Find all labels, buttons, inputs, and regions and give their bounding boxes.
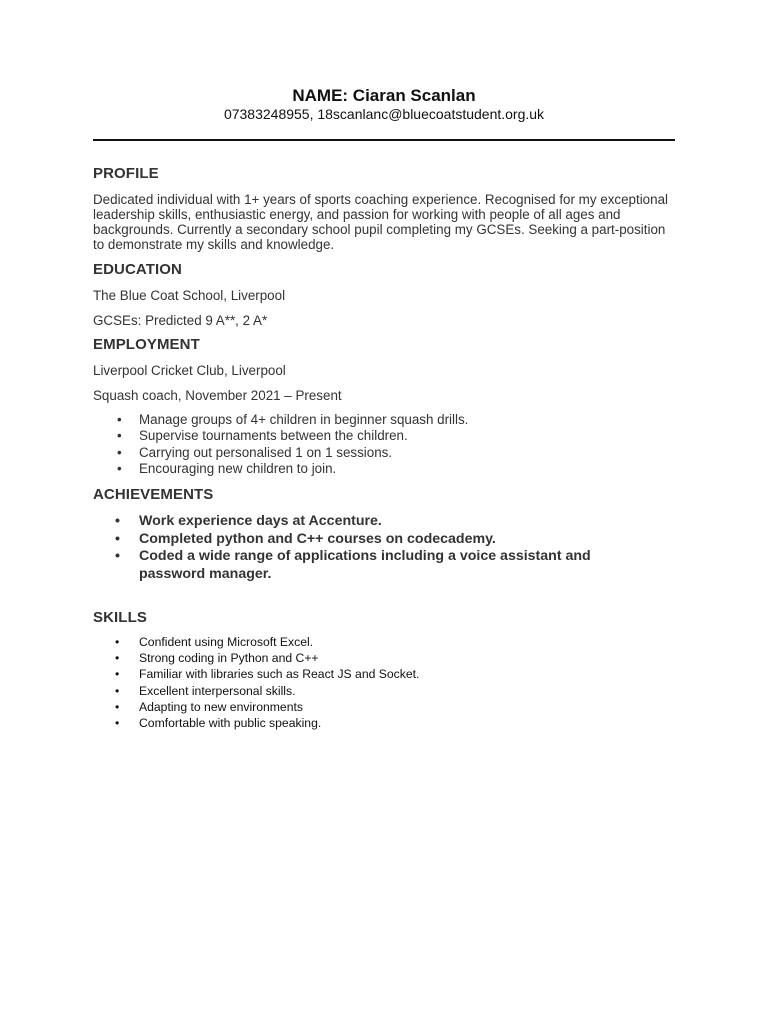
education-school: The Blue Coat School, Liverpool — [93, 288, 286, 303]
education-grades: GCSEs: Predicted 9 A**, 2 A* — [93, 313, 268, 328]
list-item: • Strong coding in Python and C++ — [115, 651, 319, 666]
skills-list — [93, 634, 419, 731]
list-item: • Work experience days at Accenture. — [115, 513, 382, 529]
bullet-icon: • — [115, 513, 120, 529]
list-item: • Familiar with libraries such as React JS and Socket. — [115, 667, 420, 682]
bullet-icon: • — [115, 699, 120, 714]
employment-duties-list — [93, 412, 468, 477]
employment-heading: EMPLOYMENT — [93, 336, 200, 353]
bullet-icon: • — [115, 651, 120, 666]
list-item: • Adapting to new environments — [115, 699, 303, 714]
bullet-icon: • — [115, 683, 120, 698]
bullet-icon: • — [115, 548, 120, 564]
list-item: • Coded a wide range of applications including a voice assistant and password manager. — [115, 548, 591, 582]
bullet-icon: • — [117, 428, 122, 444]
bullet-icon: • — [115, 635, 120, 649]
education-heading: EDUCATION — [93, 261, 182, 278]
list-item: • Confident using Microsoft Excel. — [115, 635, 314, 649]
employment-role: Squash coach, November 2021 – Present — [93, 388, 342, 403]
list-item: • Encouraging new children to join. — [117, 460, 337, 476]
header-divider — [93, 139, 675, 141]
skills-heading: SKILLS — [93, 609, 147, 626]
bullet-icon: • — [115, 530, 120, 547]
bullet-icon: • — [115, 667, 120, 682]
achievements-list — [93, 513, 659, 583]
list-item: • Completed python and C++ courses on codecademy. — [115, 530, 496, 547]
list-item: • Supervise tournaments between the children. — [117, 428, 408, 444]
achievements-heading: ACHIEVEMENTS — [93, 486, 214, 503]
contact-details: 07383248955, 18scanlanc@bluecoatstudent.org.uk — [223, 106, 545, 122]
bullet-icon: • — [117, 444, 122, 460]
bullet-icon: • — [115, 716, 120, 731]
list-item: • Comfortable with public speaking. — [115, 716, 322, 731]
bullet-icon: • — [117, 412, 122, 427]
bullet-icon: • — [117, 460, 122, 476]
candidate-name: NAME: Ciaran Scanlan — [292, 86, 476, 105]
list-item: • Excellent interpersonal skills. — [115, 683, 296, 698]
profile-text: Dedicated individual with 1+ years of sports coaching experience. Recognised for my exceptional leadership skills, enthusiastic energy, and passion for working with people of all ages and backgrounds. Currently a secondary school pupil completing my GCSEs. Seeking a part-position to demonstrate my skills and knowledge. — [93, 192, 668, 252]
profile-heading: PROFILE — [93, 165, 159, 182]
employment-employer: Liverpool Cricket Club, Liverpool — [93, 363, 286, 378]
list-item: • Manage groups of 4+ children in beginner squash drills. — [117, 412, 469, 427]
list-item: • Carrying out personalised 1 on 1 sessions. — [117, 444, 393, 460]
